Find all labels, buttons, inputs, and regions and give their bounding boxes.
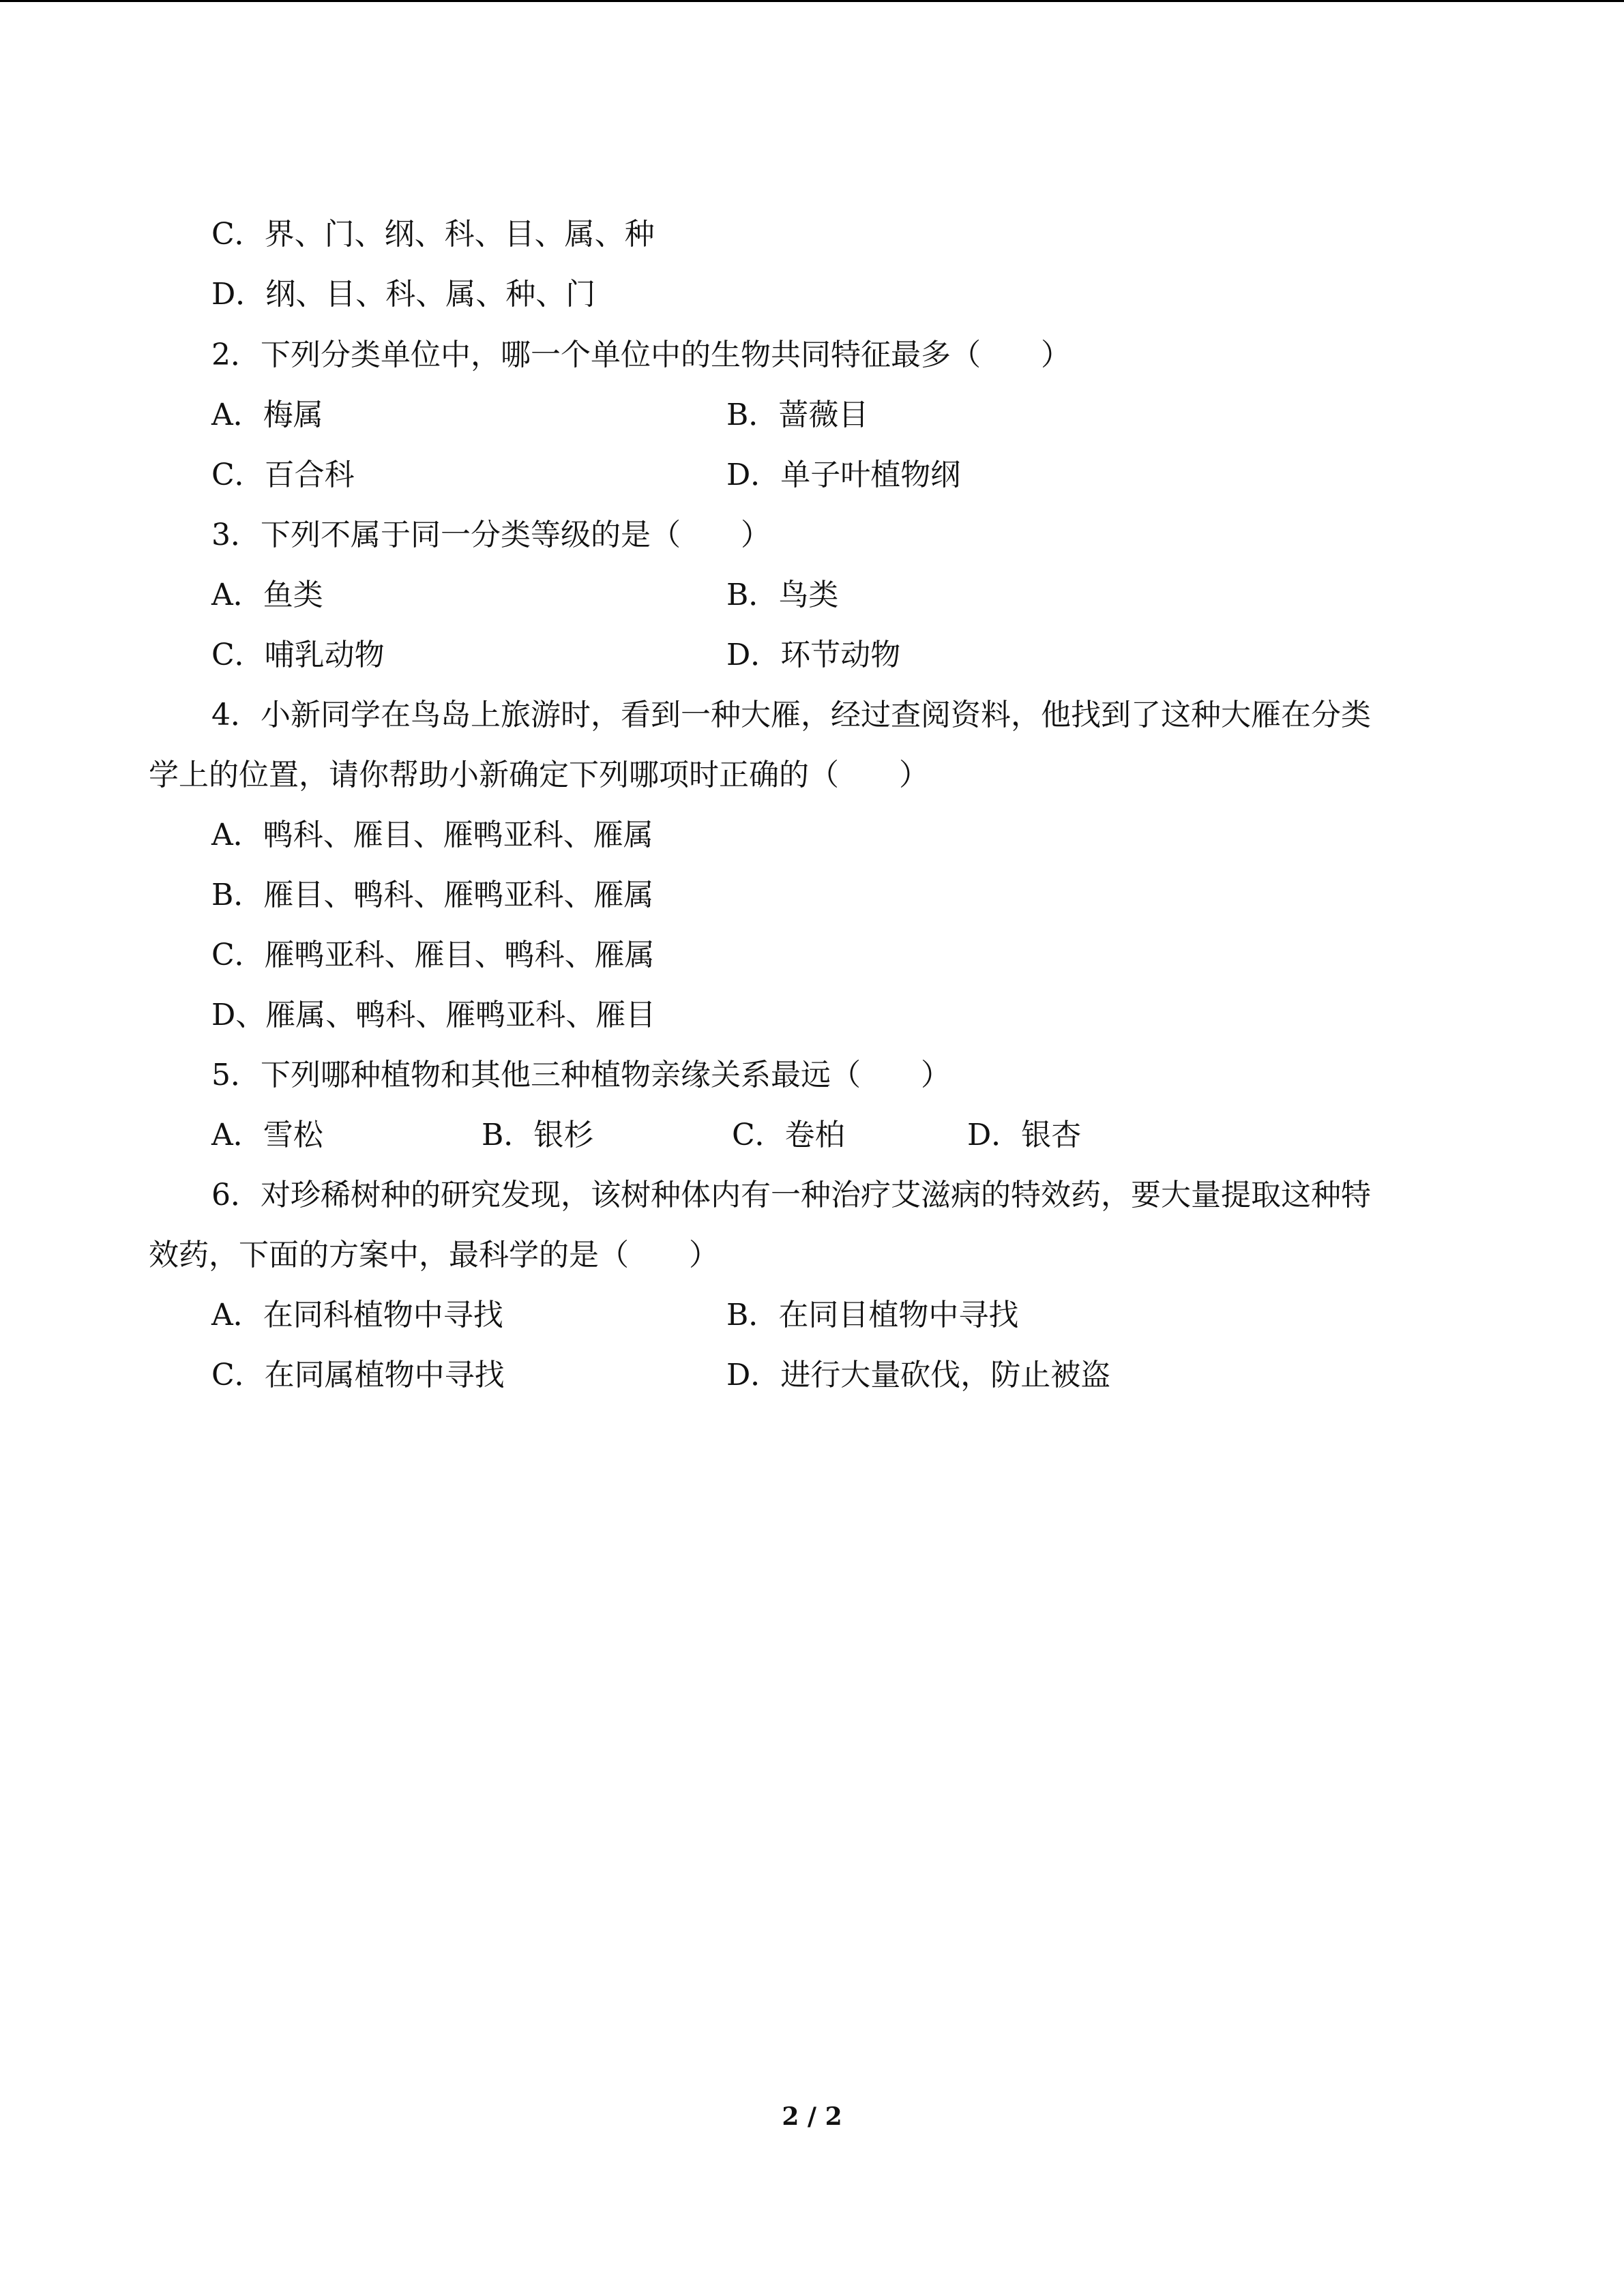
question-1-option-c: C．界、门、纲、科、目、属、种: [211, 217, 655, 252]
question-3-option-d: D．环节动物: [726, 638, 901, 672]
question-5-stem: 5．下列哪种植物和其他三种植物亲缘关系最远（ ）: [211, 1058, 951, 1092]
question-4-option-c: C．雁鸭亚科、雁目、鸭科、雁属: [211, 938, 655, 972]
page-top-border: [0, 0, 1624, 2]
question-3-stem: 3．下列不属于同一分类等级的是（ ）: [211, 518, 771, 552]
question-4-option-d: D、雁属、鸭科、雁鸭亚科、雁目: [211, 998, 656, 1032]
question-5-option-d: D．银杏: [967, 1118, 1082, 1152]
question-2-option-a: A．梅属: [211, 398, 323, 432]
question-4-stem-line-1: 4．小新同学在鸟岛上旅游时，看到一种大雁，经过查阅资料，他找到了这种大雁在分类: [211, 698, 1371, 732]
question-6-option-c: C．在同属植物中寻找: [211, 1358, 505, 1392]
question-3-option-a: A．鱼类: [211, 578, 323, 612]
question-6-option-a: A．在同科植物中寻找: [211, 1298, 503, 1332]
question-3-option-c: C．哺乳动物: [211, 638, 385, 672]
question-2-stem: 2．下列分类单位中，哪一个单位中的生物共同特征最多（ ）: [211, 338, 1071, 372]
question-4-stem-line-2: 学上的位置，请你帮助小新确定下列哪项时正确的（ ）: [149, 758, 929, 792]
question-6-stem-line-1: 6．对珍稀树种的研究发现，该树种体内有一种治疗艾滋病的特效药，要大量提取这种特: [211, 1178, 1371, 1212]
page-number: 2 / 2: [782, 2102, 842, 2131]
question-4-option-b: B．雁目、鸭科、雁鸭亚科、雁属: [211, 878, 654, 912]
question-2-option-d: D．单子叶植物纲: [726, 458, 961, 492]
question-5-option-c: C．卷柏: [732, 1118, 845, 1152]
question-4-option-a: A．鸭科、雁目、雁鸭亚科、雁属: [211, 818, 653, 852]
question-6-stem-line-2: 效药，下面的方案中，最科学的是（ ）: [149, 1238, 719, 1272]
question-2-option-b: B．蔷薇目: [726, 398, 869, 432]
question-6-option-d: D．进行大量砍伐，防止被盗: [726, 1358, 1111, 1392]
question-1-option-d: D．纲、目、科、属、种、门: [211, 277, 596, 312]
question-3-option-b: B．鸟类: [726, 578, 839, 612]
question-2-option-c: C．百合科: [211, 458, 355, 492]
question-5-option-a: A．雪松: [211, 1118, 323, 1152]
question-6-option-b: B．在同目植物中寻找: [726, 1298, 1019, 1332]
question-5-option-b: B．银杉: [482, 1118, 594, 1152]
